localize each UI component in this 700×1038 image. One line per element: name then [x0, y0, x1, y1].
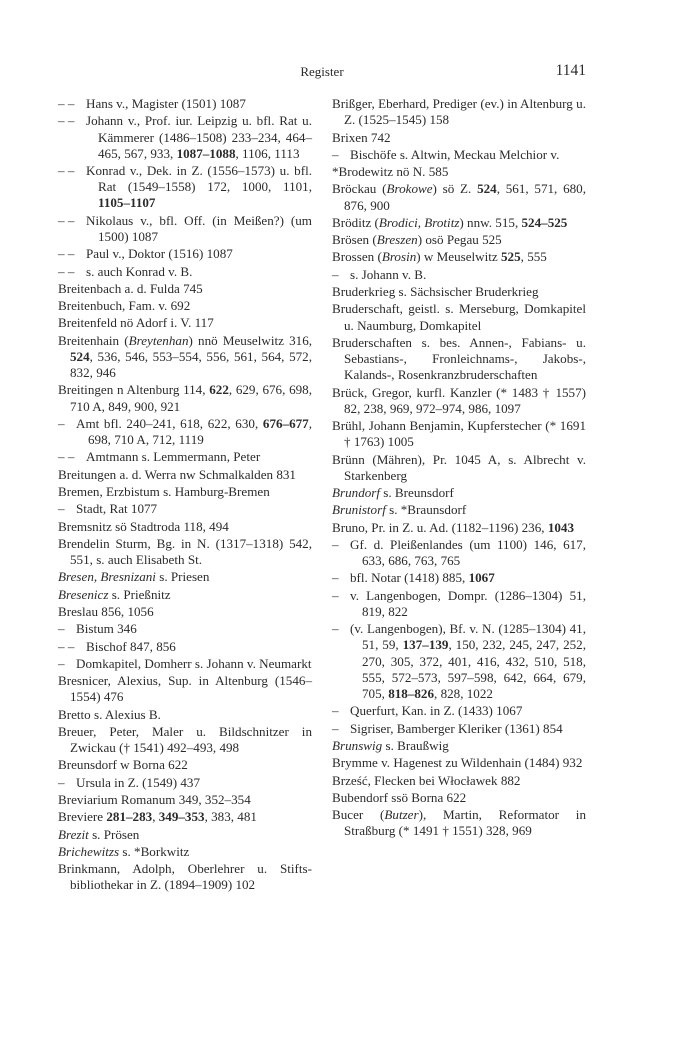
entry-dash: – [58, 415, 65, 431]
index-entry [58, 315, 312, 331]
entry-text: Brösen (Breszen) osö Pegau 525 [332, 232, 502, 248]
index-entry [332, 232, 586, 248]
index-entry [58, 673, 312, 705]
page-header [58, 62, 586, 82]
index-entry [332, 418, 586, 450]
index-entry [58, 467, 312, 483]
index-entry [332, 284, 586, 300]
entry-text: Brunistorf s. *Braunsdorf [332, 502, 467, 518]
entry-dash: – [332, 536, 339, 552]
entry-text: Breitenbuch, Fam. v. 692 [58, 298, 191, 314]
entry-text: Breitungen a. d. Werra nw Schmalkalden 831 [58, 466, 296, 482]
entry-dash: – – [58, 113, 75, 129]
index-entry [332, 147, 586, 163]
entry-text: Bresen, Bresnizani s. Priesen [58, 569, 210, 585]
index-entry [332, 703, 586, 719]
entry-text: Brünn (Mähren), Pr. 1045 A, s. Albrecht v. Starkenberg [332, 451, 586, 483]
index-entry [58, 604, 312, 620]
index-entry [332, 385, 586, 417]
entry-text: Gf. d. Pleißenlandes (um 1100) 146, 617, 633, 686, 763, 765 [350, 536, 586, 569]
index-entry [332, 215, 586, 231]
entry-text: Brinkmann, Adolph, Oberlehrer u. Stiftsbibliothekar in Z. (1894–1909) 102 [58, 861, 312, 893]
index-entry [332, 790, 586, 806]
index-entry [332, 537, 586, 569]
entry-text: Breitenhain (Breytenhan) nnö Meuselwitz 316, 524, 536, 546, 553–554, 556, 561, 564, 572, 832, 946 [58, 332, 313, 381]
entry-text: Johann v., Prof. iur. Leipzig u. bfl. Rat u. Kämmerer (1486–1508) 233–234, 464–465, 567, 933, 1087–1088, 1106, 1113 [86, 113, 312, 161]
entry-text: s. Johann v. B. [350, 266, 427, 282]
entry-text: Bischof 847, 856 [86, 638, 176, 654]
entry-text: Bresenicz s. Prießnitz [58, 586, 171, 602]
index-entry [332, 755, 586, 771]
index-entry [332, 621, 586, 702]
entry-text: Bischöfe s. Altwin, Meckau Melchior v. [350, 146, 560, 162]
entry-dash: – [332, 266, 339, 282]
index-entry [58, 809, 312, 825]
index-entry [332, 267, 586, 283]
index-entry [332, 721, 586, 737]
entry-text: Amtmann s. Lemmermann, Peter [86, 449, 261, 465]
index-entry [58, 449, 312, 465]
index-entry [332, 452, 586, 484]
index-entry [332, 502, 586, 518]
entry-dash: – – [58, 212, 75, 228]
index-entry [58, 163, 312, 212]
entry-text: Breunsdorf w Borna 622 [58, 757, 188, 773]
entry-text: Brymme v. Hagenest zu Wildenhain (1484) 932 [332, 755, 583, 771]
index-entry [58, 587, 312, 603]
index-entry [332, 485, 586, 501]
entry-text: Breitenbach a. d. Fulda 745 [58, 280, 203, 296]
entry-dash: – – [58, 246, 75, 262]
entry-text: Brześć, Flecken bei Włocławek 882 [332, 772, 521, 788]
entry-text: Brunswig s. Braußwig [332, 737, 449, 753]
index-entry [332, 773, 586, 789]
entry-dash: – [332, 621, 339, 637]
entry-text: Bucer (Butzer), Martin, Reformator in Straßburg (* 1491 † 1551) 328, 969 [332, 807, 586, 839]
entry-text: Bruderkrieg s. Sächsischer Bruderkrieg [332, 284, 539, 300]
entry-text: Bresnicer, Alexius, Sup. in Altenburg (1546–1554) 476 [58, 673, 312, 705]
entry-dash: – [58, 621, 65, 637]
entry-text: Domkapitel, Domherr s. Johann v. Neumarkt [76, 655, 312, 671]
index-entry [332, 96, 586, 128]
entry-text: Breviere 281–283, 349–353, 383, 481 [58, 809, 257, 825]
page-number: 1141 [555, 62, 586, 79]
index-entry [58, 861, 312, 893]
index-entry [332, 301, 586, 333]
index-entry [58, 827, 312, 843]
entry-text: Brendelin Sturm, Bg. in N. (1317–1318) 542, 551, s. auch Elisabeth St. [58, 535, 312, 568]
index-entry [58, 536, 312, 568]
entry-dash: – [332, 720, 339, 736]
index-entry [58, 724, 312, 756]
entry-text: Bröditz (Brodici, Brotitz) nnw. 515, 524–525 [332, 214, 568, 230]
entry-text: Ursula in Z. (1549) 437 [76, 774, 201, 790]
entry-text: Querfurt, Kan. in Z. (1433) 1067 [350, 703, 523, 719]
entry-dash: – – [58, 638, 75, 654]
index-entry [58, 113, 312, 162]
entry-text: Brundorf s. Breunsdorf [332, 485, 454, 501]
entry-dash: – [332, 587, 339, 603]
entry-dash: – [332, 146, 339, 162]
entry-text: Amt bfl. 240–241, 618, 622, 630, 676–677, 698, 710 A, 712, 1119 [76, 415, 312, 448]
index-entry [58, 639, 312, 655]
entry-text: Breitenfeld nö Adorf i. V. 117 [58, 315, 214, 331]
entry-text: Breviarium Romanum 349, 352–354 [58, 792, 251, 808]
entry-text: Brossen (Brosin) w Meuselwitz 525, 555 [332, 249, 547, 265]
entry-text: Brühl, Johann Benjamin, Kupferstecher (* 1691 † 1763) 1005 [332, 418, 586, 450]
index-entry [58, 501, 312, 517]
index-entry [58, 213, 312, 245]
index-entry [332, 570, 586, 586]
entry-text: Brück, Gregor, kurfl. Kanzler (* 1483 † 1557) 82, 238, 969, 972–974, 986, 1097 [332, 384, 586, 416]
index-column-left [58, 96, 312, 895]
entry-text: Brichewitzs s. *Borkwitz [58, 843, 190, 859]
entry-text: s. auch Konrad v. B. [86, 263, 193, 279]
entry-text: Nikolaus v., bfl. Off. (in Meißen?) (um 1500) 1087 [86, 212, 312, 244]
index-entry [332, 335, 586, 384]
index-entry [332, 520, 586, 536]
entry-dash: – [58, 774, 65, 790]
index-entry [332, 130, 586, 146]
index-entry [58, 281, 312, 297]
index-entry [58, 844, 312, 860]
index-entry [332, 249, 586, 265]
index-entry [58, 519, 312, 535]
entry-text: Bröckau (Brokowe) sö Z. 524, 561, 571, 680, 876, 900 [332, 181, 586, 213]
entry-text: *Brodewitz nö N. 585 [332, 164, 449, 180]
entry-text: Brixen 742 [332, 129, 391, 145]
index-entry [58, 96, 312, 112]
entry-text: Breslau 856, 1056 [58, 603, 154, 619]
index-entry [332, 181, 586, 213]
entry-dash: – [332, 570, 339, 586]
running-title: Register [300, 64, 344, 79]
index-entry [58, 246, 312, 262]
index-entry [58, 264, 312, 280]
entry-text: Konrad v., Dek. in Z. (1556–1573) u. bfl. Rat (1549–1558) 172, 1000, 1101, 1105–1107 [86, 163, 312, 211]
entry-dash: – – [58, 163, 75, 178]
index-entry [58, 382, 312, 414]
entry-dash: – [58, 655, 65, 671]
entry-text: Hans v., Magister (1501) 1087 [86, 96, 246, 111]
entry-text: Bruno, Pr. in Z. u. Ad. (1182–1196) 236, 1043 [332, 519, 574, 535]
entry-dash: – – [58, 96, 75, 111]
entry-text: Sigriser, Bamberger Kleriker (1361) 854 [350, 720, 563, 736]
index-entry [58, 484, 312, 500]
entry-text: Breuer, Peter, Maler u. Bildschnitzer in Zwickau († 1541) 492–493, 498 [58, 723, 312, 756]
index-entry [332, 807, 586, 839]
entry-text: Bremsnitz sö Stadtroda 118, 494 [58, 518, 229, 534]
index-entry [332, 738, 586, 754]
index-entry [58, 621, 312, 637]
entry-text: Brezit s. Prösen [58, 826, 140, 842]
index-entry [58, 333, 312, 382]
index-entry [58, 757, 312, 773]
index-column-right [332, 96, 586, 841]
entry-text: Bistum 346 [76, 621, 137, 637]
entry-dash: – – [58, 263, 75, 279]
entry-text: Bubendorf ssö Borna 622 [332, 789, 467, 805]
entry-text: Bruderschaften s. bes. Annen-, Fabians- u. Sebastians-, Fronleichnams-, Jakobs-, Kalands-, Rosenkranzbruderschaften [332, 334, 586, 383]
entry-text: Breitingen n Altenburg 114, 622, 629, 676, 698, 710 A, 849, 900, 921 [58, 382, 312, 414]
entry-dash: – [332, 703, 339, 719]
index-entry [332, 588, 586, 620]
entry-dash: – [58, 501, 65, 517]
entry-text: Brißger, Eberhard, Prediger (ev.) in Altenburg u. Z. (1525–1545) 158 [332, 96, 586, 128]
index-entry [58, 656, 312, 672]
index-entry [58, 298, 312, 314]
index-entry [58, 416, 312, 448]
index-entry [58, 775, 312, 791]
entry-dash: – – [58, 449, 75, 465]
entry-text: Stadt, Rat 1077 [76, 501, 158, 517]
entry-text: Bremen, Erzbistum s. Hamburg-Bremen [58, 483, 270, 499]
entry-text: (v. Langenbogen), Bf. v. N. (1285–1304) 41, 51, 59, 137–139, 150, 232, 245, 247, 252, 270, 305, 372, 401, 416, 432, 510, 518, 555, 572–573, 597–598, 642, 664, 679, 705, 818–826, 828, 1022 [350, 621, 587, 702]
index-entry [58, 569, 312, 585]
entry-text: bfl. Notar (1418) 885, 1067 [350, 570, 495, 586]
index-entry [58, 792, 312, 808]
entry-text: Bretto s. Alexius B. [58, 706, 161, 722]
index-entry [58, 707, 312, 723]
entry-text: Paul v., Doktor (1516) 1087 [86, 246, 233, 262]
entry-text: Bruderschaft, geistl. s. Merseburg, Domkapitel u. Naumburg, Domkapitel [332, 301, 586, 333]
entry-text: v. Langenbogen, Dompr. (1286–1304) 51, 819, 822 [350, 587, 586, 619]
index-entry [332, 164, 586, 180]
